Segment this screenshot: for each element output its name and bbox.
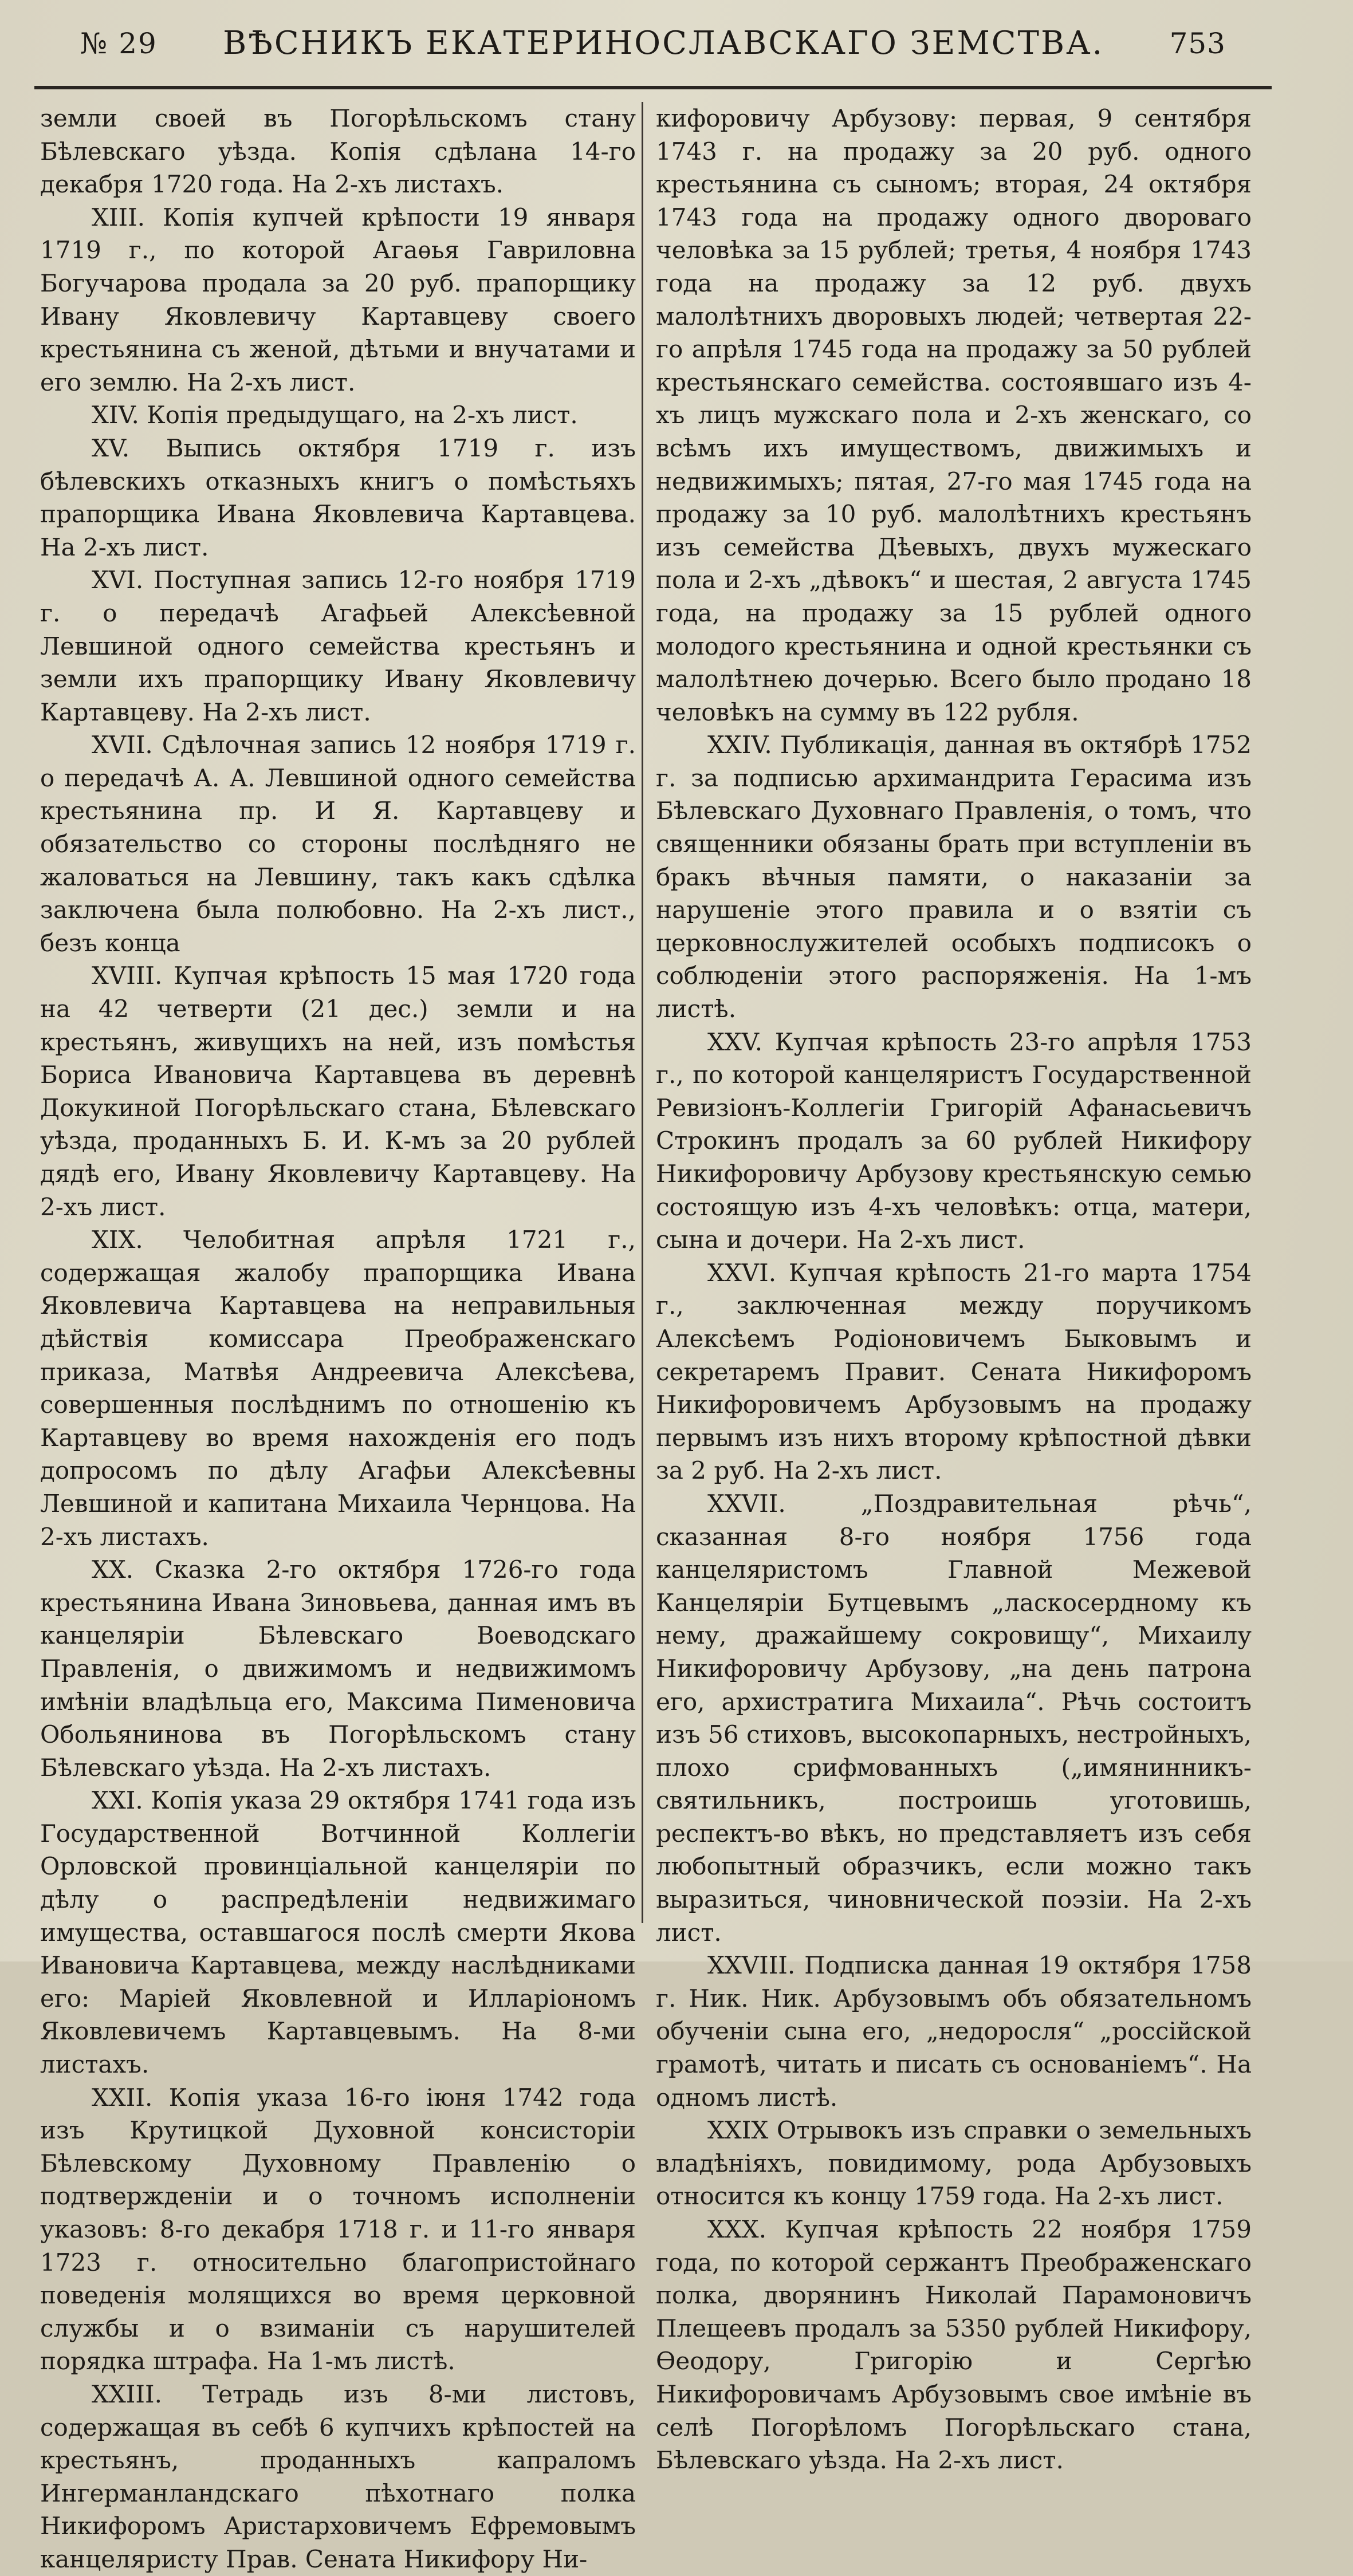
- column-divider: [642, 102, 643, 1923]
- item-xxi: XXI. Копія указа 29 октября 1741 года изъ Государственной Вотчинной Коллегіи Орловской провинціальной канцеляріи по дѣлу о распредѣленіи недвижимаго имущества, оставшагося послѣ смерти Якова Ивановича Картавцева, между наслѣдниками его: Маріей Яковлевной и Илларіономъ Яковлевичемъ Картавцевымъ. На 8-ми листахъ.: [40, 1786, 636, 2079]
- header-rule: [34, 86, 1272, 89]
- item-xviii: XVIII. Купчая крѣпость 15 мая 1720 года на 42 четверти (21 дес.) земли и на крестьянъ, живущихъ на ней, изъ помѣстья Бориса Ивановича Картавцева въ деревнѣ Докукиной Погорѣльскаго стана, Бѣлевскаго уѣзда, проданныхъ Б. И. К-мъ за 20 рублей дядѣ его, Ивану Яковлевичу Картавцеву. На 2-хъ лист.: [40, 962, 636, 1221]
- item-xix: XIX. Челобитная апрѣля 1721 г., содержащая жалобу прапорщика Ивана Яковлевича Картавцева на неправильныя дѣйствія комиссара Преображенскаго приказа, Матвѣя Андреевича Алексѣева, совершенныя послѣднимъ по отношенію къ Картавцеву во время нахожденія его подъ допросомъ по дѣлу Агафьи Алексѣевны Левшиной и капитана Михаила Чернцова. На 2-хъ листахъ.: [40, 1226, 636, 1551]
- item-xxx: XXX. Купчая крѣпость 22 ноября 1759 года, по которой сержантъ Преображенскаго полка, дворянинъ Николай Парамоновичъ Плещеевъ продалъ за 5350 рублей Никифору, Ѳеодору, Григорію и Сергѣю Никифоровичамъ Арбузовымъ свое имѣніе въ селѣ Погорѣломъ Погорѣльскаго стана, Бѣлевскаго уѣзда. На 2-хъ лист.: [656, 2215, 1252, 2475]
- item-xxix: XXIX Отрывокъ изъ справки о земельныхъ владѣніяхъ, повидимому, рода Арбузовыхъ относится къ концу 1759 года. На 2-хъ лист.: [656, 2116, 1252, 2211]
- item-xxiii: XXIII. Тетрадь изъ 8-ми листовъ, содержащая въ себѣ 6 купчихъ крѣпостей на крестьянъ, проданныхъ капраломъ Ингерманландскаго пѣхотнаго полка Никифоромъ Аристарховичемъ Ефремовымъ канцеляристу Прав. Сената Никифору Ни-: [40, 2380, 636, 2573]
- item-xxiv: XXIV. Публикація, данная въ октябрѣ 1752 г. за подписью архимандрита Герасима изъ Бѣлевскаго Духовнаго Правленія, о томъ, что священники обязаны брать при вступленіи въ бракъ вѣчныя памяти, о наказаніи за нарушеніе этого правила и о взятіи съ церковнослужителей особыхъ подписокъ о соблюденіи этого распоряженія. На 1-мъ листѣ.: [656, 731, 1252, 1023]
- item-xiii: XIII. Копія купчей крѣпости 19 января 1719 г., по которой Агаѳья Гавриловна Богучарова продала за 20 руб. прапорщику Ивану Яковлевичу Картавцеву своего крестьянина съ женой, дѣтьми и внучатами и его землю. На 2-хъ лист.: [40, 203, 636, 396]
- paragraph-continuation: кифоровичу Арбузову: первая, 9 сентября 1743 г. на продажу за 20 руб. одного крестьянина съ сыномъ; вторая, 24 октября 1743 года на продажу одного двороваго человѣка за 15 рублей; третья, 4 ноября 1743 года на продажу за 12 руб. двухъ малолѣтнихъ дворовыхъ людей; четвертая 22-го апрѣля 1745 года на продажу за 50 рублей крестьянскаго семейства. состоявшаго изъ 4-хъ лицъ мужскаго пола и 2-хъ женскаго, со всѣмъ ихъ имуществомъ, движимыхъ и недвижимыхъ; пятая, 27-го мая 1745 года на продажу за 10 руб. малолѣтнихъ крестьянъ изъ семейства Дѣевыхъ, двухъ мужескаго пола и 2-хъ „дѣвокъ“ и шестая, 2 августа 1745 года, на продажу за 15 рублей одного молодого крестьянина и одной крестьянки съ малолѣтнею дочерью. Всего было продано 18 человѣкъ на сумму въ 122 рубля.: [656, 104, 1252, 726]
- item-xxviii: XXVIII. Подписка данная 19 октября 1758 г. Ник. Ник. Арбузовымъ объ обязательномъ обученіи сына его, „недоросля“ „россійской грамотѣ, читать и писать съ основаніемъ“. На одномъ листѣ.: [656, 1951, 1252, 2112]
- item-xxv: XXV. Купчая крѣпость 23-го апрѣля 1753 г., по которой канцеляристъ Государственной Ревизіонъ-Коллегіи Григорій Афанасьевичъ Строкинъ продалъ за 60 рублей Никифору Никифоровичу Арбузову крестьянскую семью состоящую изъ 4-хъ человѣкъ: отца, матери, сына и дочери. На 2-хъ лист.: [656, 1027, 1252, 1254]
- item-xiv: XIV. Копія предыдущаго, на 2-хъ лист.: [92, 401, 578, 430]
- paragraph-continuation: земли своей въ Погорѣльскомъ стану Бѣлевскаго уѣзда. Копія сдѣлана 14-го декабря 1720 года. На 2-хъ листахъ.: [40, 104, 636, 199]
- issue-number: № 29: [80, 26, 158, 60]
- journal-title: ВѢСНИКЪ ЕКАТЕРИНОСЛАВСКАГО ЗЕМСТВА.: [223, 25, 1104, 62]
- page-number: 753: [1169, 26, 1226, 60]
- item-xxvii: XXVII. „Поздравительная рѣчь“, сказанная 8-го ноября 1756 года канцеляристомъ Главной Межевой Канцеляріи Бутцевымъ „ласкосердному къ нему, дражайшему сокровищу“, Михаилу Никифоровичу Арбузову, „на день патрона его, архистратига Михаила“. Рѣчь состоитъ изъ 56 стиховъ, высокопарныхъ, нестройныхъ, плохо срифмованныхъ („имянинникъ-святильникъ, построишь уготовишь, респектъ-во вѣкъ, но представляетъ изъ себя любопытный образчикъ, если можно такъ выразиться, чиновнической поэзіи. На 2-хъ лист.: [656, 1489, 1252, 1947]
- item-xxvi: XXVI. Купчая крѣпость 21-го марта 1754 г., заключенная между поручикомъ Алексѣемъ Родіоновичемъ Быковымъ и секретаремъ Правит. Сената Никифоромъ Никифоровичемъ Арбузовымъ на продажу первымъ изъ нихъ второму крѣпостной дѣвки за 2 руб. На 2-хъ лист.: [656, 1258, 1252, 1485]
- item-xvi: XVI. Поступная запись 12-го ноября 1719 г. о передачѣ Агафьей Алексѣевной Левшиной одного семейства крестьянъ и земли ихъ прапорщику Ивану Яковлевичу Картавцеву. На 2-хъ лист.: [40, 566, 636, 726]
- item-xv: XV. Выпись октября 1719 г. изъ бѣлевскихъ отказныхъ книгъ о помѣстьяхъ прапорщика Ивана Яковлевича Картавцева. На 2-хъ лист.: [40, 434, 636, 561]
- page-header: [80, 16, 1226, 70]
- left-column: [40, 102, 636, 2573]
- item-xvii: XVII. Сдѣлочная запись 12 ноября 1719 г. о передачѣ А. А. Левшиной одного семейства крестьянина пр. И Я. Картавцеву и обязательство со стороны послѣдняго не жаловаться на Левшину, такъ какъ сдѣлка заключена была полюбовно. На 2-хъ лист., безъ конца: [40, 731, 636, 957]
- right-column: [656, 102, 1252, 2475]
- item-xx: XX. Сказка 2-го октября 1726-го года крестьянина Ивана Зиновьева, данная имъ въ канцеляріи Бѣлевскаго Воеводскаго Правленія, о движимомъ и недвижимомъ имѣніи владѣльца его, Максима Пименовича Обольянинова въ Погорѣльскомъ стану Бѣлевскаго уѣзда. На 2-хъ листахъ.: [40, 1555, 636, 1782]
- item-xxii: XXII. Копія указа 16-го іюня 1742 года изъ Крутицкой Духовной консисторіи Бѣлевскому Духовному Правленію о подтвержденіи и о точномъ исполненіи указовъ: 8-го декабря 1718 г. и 11-го января 1723 г. относительно благопристойнаго поведенія молящихся во время церковной службы и о взиманіи съ нарушителей порядка штрафа. На 1-мъ листѣ.: [40, 2083, 636, 2376]
